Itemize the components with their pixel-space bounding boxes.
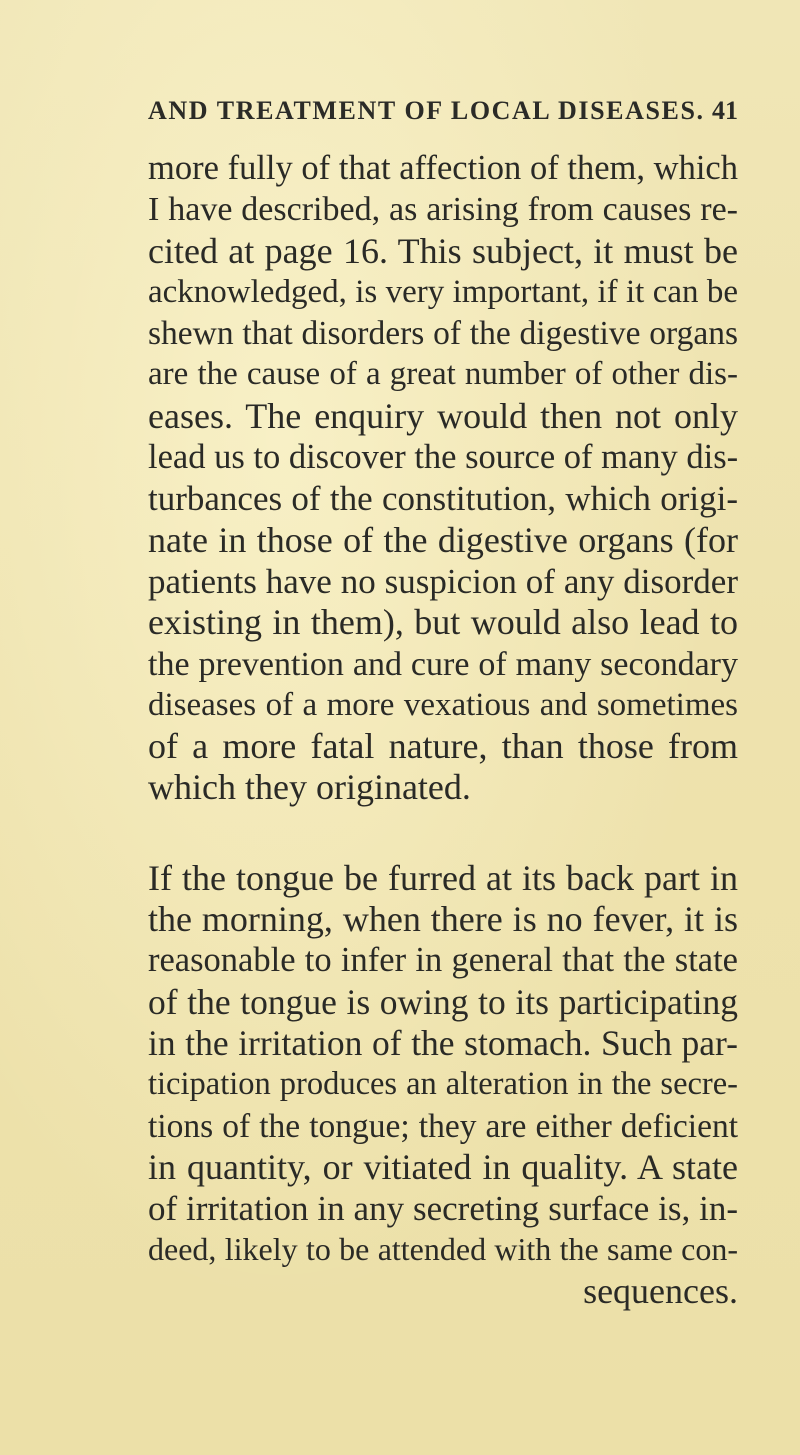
text-line: cited at page 16. This subject, it must be	[148, 230, 738, 271]
text-line: If the tongue be furred at its back part in	[148, 857, 738, 898]
text-line: are the cause of a great number of other dis-	[148, 356, 738, 393]
page-number: 41	[712, 96, 738, 125]
paragraph-1	[148, 148, 738, 809]
text-line: eases. The enquiry would then not only	[148, 395, 738, 436]
text-line: acknowledged, is very important, if it can be	[148, 273, 738, 310]
text-line: of a more fatal nature, than those from	[148, 726, 738, 767]
text-line: in quantity, or vitiated in quality. A state	[148, 1146, 738, 1187]
text-line: of irritation in any secreting surface is, in-	[148, 1189, 738, 1229]
text-line: shewn that disorders of the digestive organs	[148, 315, 738, 353]
paragraph-2	[148, 858, 738, 1312]
text-line: which they originated.	[148, 767, 471, 808]
text-line: patients have no suspicion of any disorder	[148, 561, 738, 601]
text-line: the morning, when there is no fever, it is	[148, 899, 738, 940]
running-head	[148, 96, 738, 126]
paragraph-gap	[148, 809, 738, 858]
text-line: nate in those of the digestive organs (for	[148, 519, 738, 560]
text-line: diseases of a more vexatious and sometimes	[148, 686, 738, 723]
text-line: existing in them), but would also lead to	[148, 602, 738, 643]
text-line: I have described, as arising from causes re-	[148, 191, 738, 229]
text-line: ticipation produces an alteration in the secre-	[148, 1066, 738, 1103]
text-line: sequences.	[583, 1270, 738, 1311]
running-head-title: AND TREATMENT OF LOCAL DISEASES.	[148, 96, 705, 125]
text-line: reasonable to infer in general that the state	[148, 941, 738, 980]
text-line: tions of the tongue; they are either deficient	[148, 1107, 738, 1145]
body-text	[148, 148, 738, 1312]
text-line: in the irritation of the stomach. Such par-	[148, 1022, 738, 1063]
text-line: turbances of the constitution, which origi-	[148, 479, 738, 519]
text-line: of the tongue is owing to its participating	[148, 981, 738, 1022]
text-line: deed, likely to be attended with the same con-	[148, 1231, 738, 1268]
text-line: lead us to discover the source of many dis-	[148, 438, 739, 477]
text-line: the prevention and cure of many secondary	[148, 645, 738, 683]
text-line: more fully of that affection of them, which	[148, 149, 738, 187]
